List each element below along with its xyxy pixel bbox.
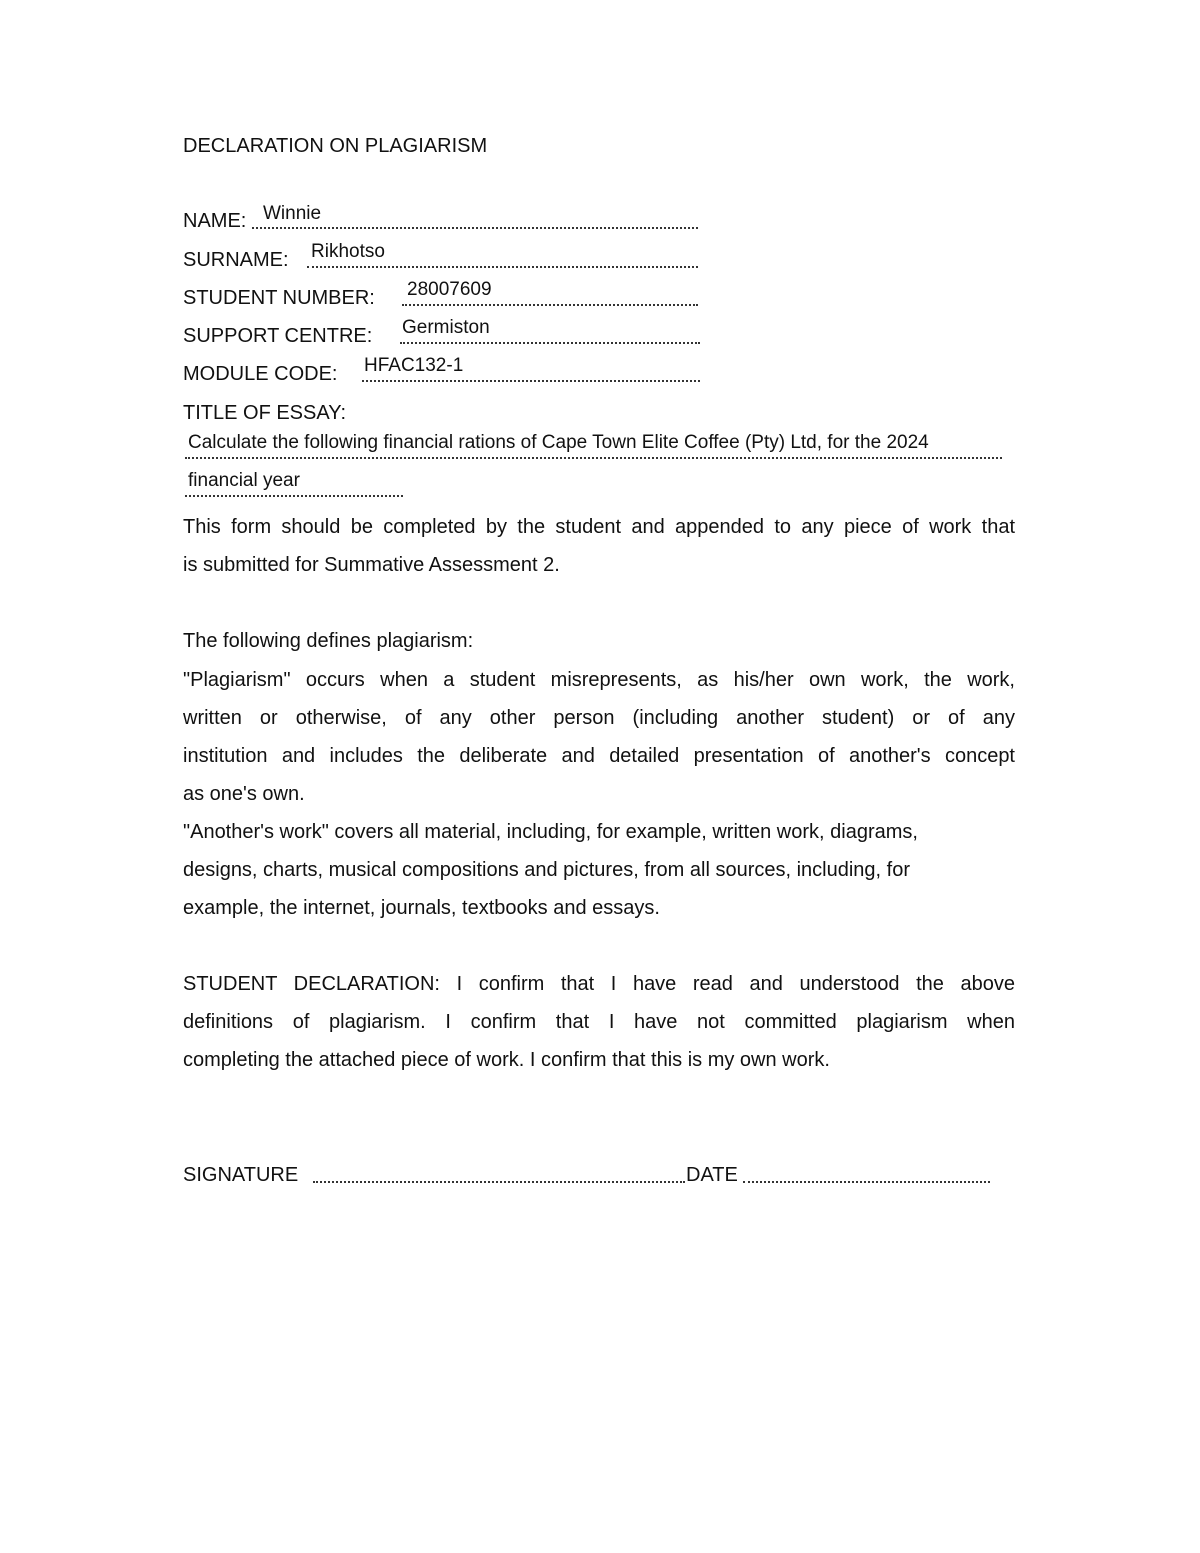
signature-label: SIGNATURE: [183, 1164, 299, 1186]
date-label: DATE: [686, 1164, 738, 1186]
definition-line: "Plagiarism" occurs when a student misrepresents, as his/her own work, the work,: [183, 669, 1015, 691]
work-line: designs, charts, musical compositions and pictures, from all sources, including, for: [183, 859, 910, 881]
name-label: NAME:: [183, 210, 247, 232]
essay-title-value-line1[interactable]: Calculate the following financial rations of Cape Town Elite Coffee (Pty) Ltd, for the 2024: [188, 432, 929, 453]
support-centre-dotted-line: [400, 342, 700, 344]
essay-title-value-line2[interactable]: financial year: [188, 470, 300, 491]
declaration-line: definitions of plagiarism. I confirm that I have not committed plagiarism when: [183, 1011, 1015, 1033]
essay-title-label: TITLE OF ESSAY:: [183, 402, 347, 424]
surname-label: SURNAME:: [183, 249, 289, 271]
work-line: example, the internet, journals, textbooks and essays.: [183, 897, 660, 919]
essay-title-dotted-line-1: [185, 457, 1002, 459]
declaration-line: STUDENT DECLARATION: I confirm that I have read and understood the above: [183, 973, 1015, 995]
student-number-dotted-line: [402, 304, 698, 306]
student-number-value[interactable]: 28007609: [407, 279, 492, 300]
module-code-label: MODULE CODE:: [183, 363, 338, 385]
name-dotted-line: [252, 227, 698, 229]
surname-value[interactable]: Rikhotso: [311, 241, 385, 262]
definition-line: institution and includes the deliberate and detailed presentation of another's concept: [183, 745, 1015, 767]
module-code-value[interactable]: HFAC132-1: [364, 355, 464, 376]
definition-line: as one's own.: [183, 783, 305, 805]
essay-title-dotted-line-2: [185, 495, 403, 497]
student-number-label: STUDENT NUMBER:: [183, 287, 375, 309]
name-value[interactable]: Winnie: [263, 203, 322, 224]
work-line: "Another's work" covers all material, including, for example, written work, diagrams,: [183, 821, 918, 843]
intro-line: is submitted for Summative Assessment 2.: [183, 554, 560, 576]
intro-line: This form should be completed by the student and appended to any piece of work that: [183, 516, 1015, 538]
definition-line: written or otherwise, of any other person (including another student) or of any: [183, 707, 1015, 729]
definition-heading: The following defines plagiarism:: [183, 630, 474, 652]
surname-dotted-line: [307, 266, 698, 268]
date-dotted-line[interactable]: [743, 1181, 990, 1183]
document-title: DECLARATION ON PLAGIARISM: [183, 135, 488, 157]
declaration-line: completing the attached piece of work. I confirm that this is my own work.: [183, 1049, 830, 1071]
signature-dotted-line[interactable]: [313, 1181, 685, 1183]
support-centre-label: SUPPORT CENTRE:: [183, 325, 373, 347]
module-code-dotted-line: [362, 380, 700, 382]
support-centre-value[interactable]: Germiston: [402, 317, 490, 338]
